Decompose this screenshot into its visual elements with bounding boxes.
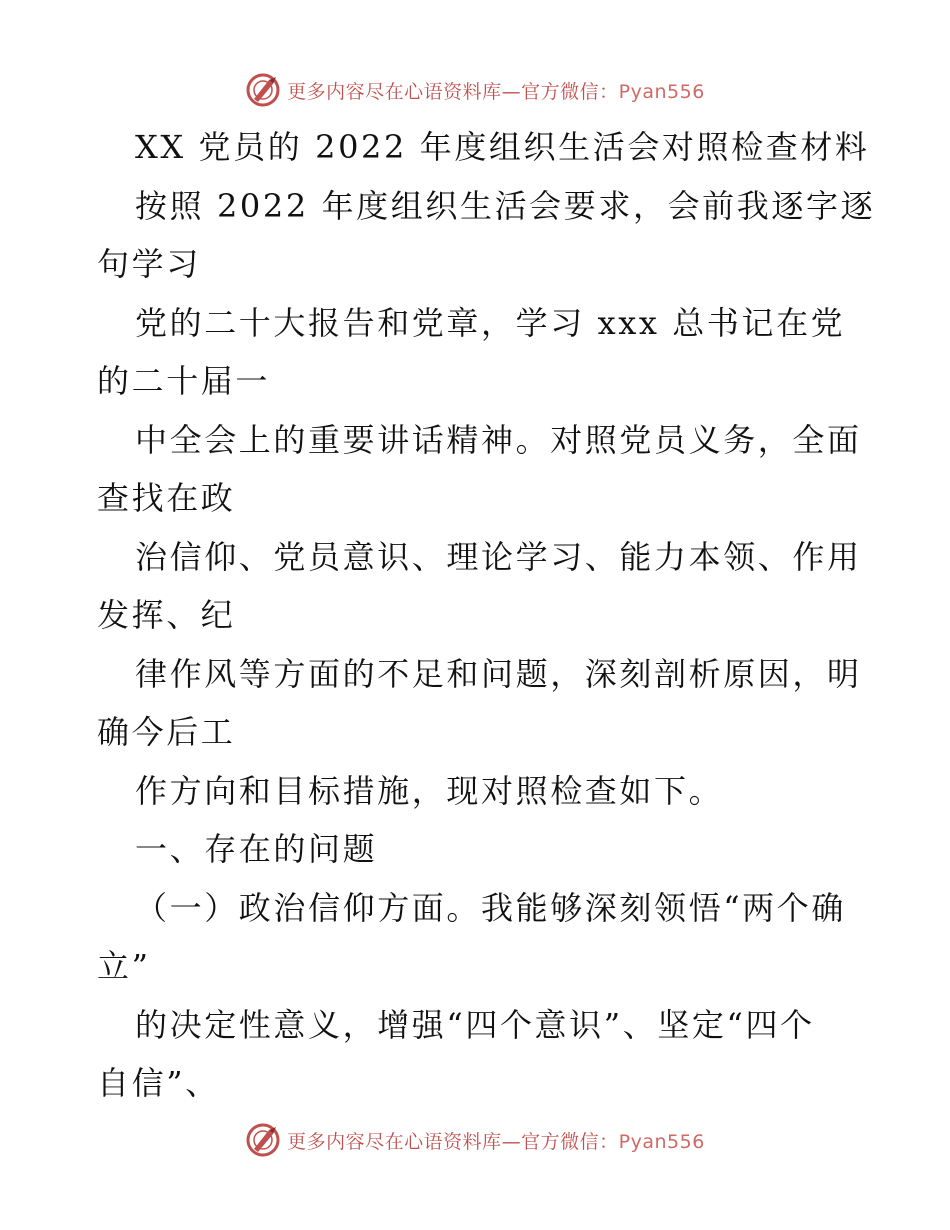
text-line: 句学习 xyxy=(97,245,201,283)
text-line: 确今后工 xyxy=(97,713,236,751)
text-line: 自信”、 xyxy=(97,1064,220,1102)
watermark-text: 更多内容尽在心语资料库—官方微信：Pyan556 xyxy=(287,1130,705,1153)
text-line: 作方向和目标措施，现对照检查如下。 xyxy=(135,771,724,810)
text-line: 发挥、纪 xyxy=(97,596,236,634)
text-line: 查找在政 xyxy=(97,479,236,517)
text-line: 一、存在的问题 xyxy=(135,830,378,868)
text-line: 按照 2022 年度组织生活会要求，会前我逐字逐 xyxy=(135,186,876,225)
watermark-text: 更多内容尽在心语资料库—官方微信：Pyan556 xyxy=(287,80,705,103)
document-body xyxy=(97,118,876,1113)
text-line: 的决定性意义，增强“四个意识”、坚定“四个 xyxy=(135,1005,815,1044)
text-line: 律作风等方面的不足和问题，深刻剖析原因，明 xyxy=(135,654,862,693)
text-line: 党的二十大报告和党章，学习 xxx 总书记在党 xyxy=(135,303,846,342)
footer-watermark xyxy=(0,1120,950,1160)
watermark-id: Pyan556 xyxy=(618,1130,705,1153)
pen-logo-icon xyxy=(245,1122,281,1158)
watermark-id: Pyan556 xyxy=(618,80,705,103)
header-watermark xyxy=(0,70,950,110)
text-line: 治信仰、党员意识、理论学习、能力本领、作用 xyxy=(135,537,862,576)
text-line: （一）政治信仰方面。我能够深刻领悟“两个确 xyxy=(135,888,846,927)
text-line: 的二十届一 xyxy=(97,362,271,400)
pen-logo-icon xyxy=(245,72,281,108)
text-line: 立” xyxy=(97,947,151,985)
document-title: XX 党员的 2022 年度组织生活会对照检查材料 xyxy=(135,128,870,166)
text-line: 中全会上的重要讲话精神。对照党员义务，全面 xyxy=(135,420,862,459)
